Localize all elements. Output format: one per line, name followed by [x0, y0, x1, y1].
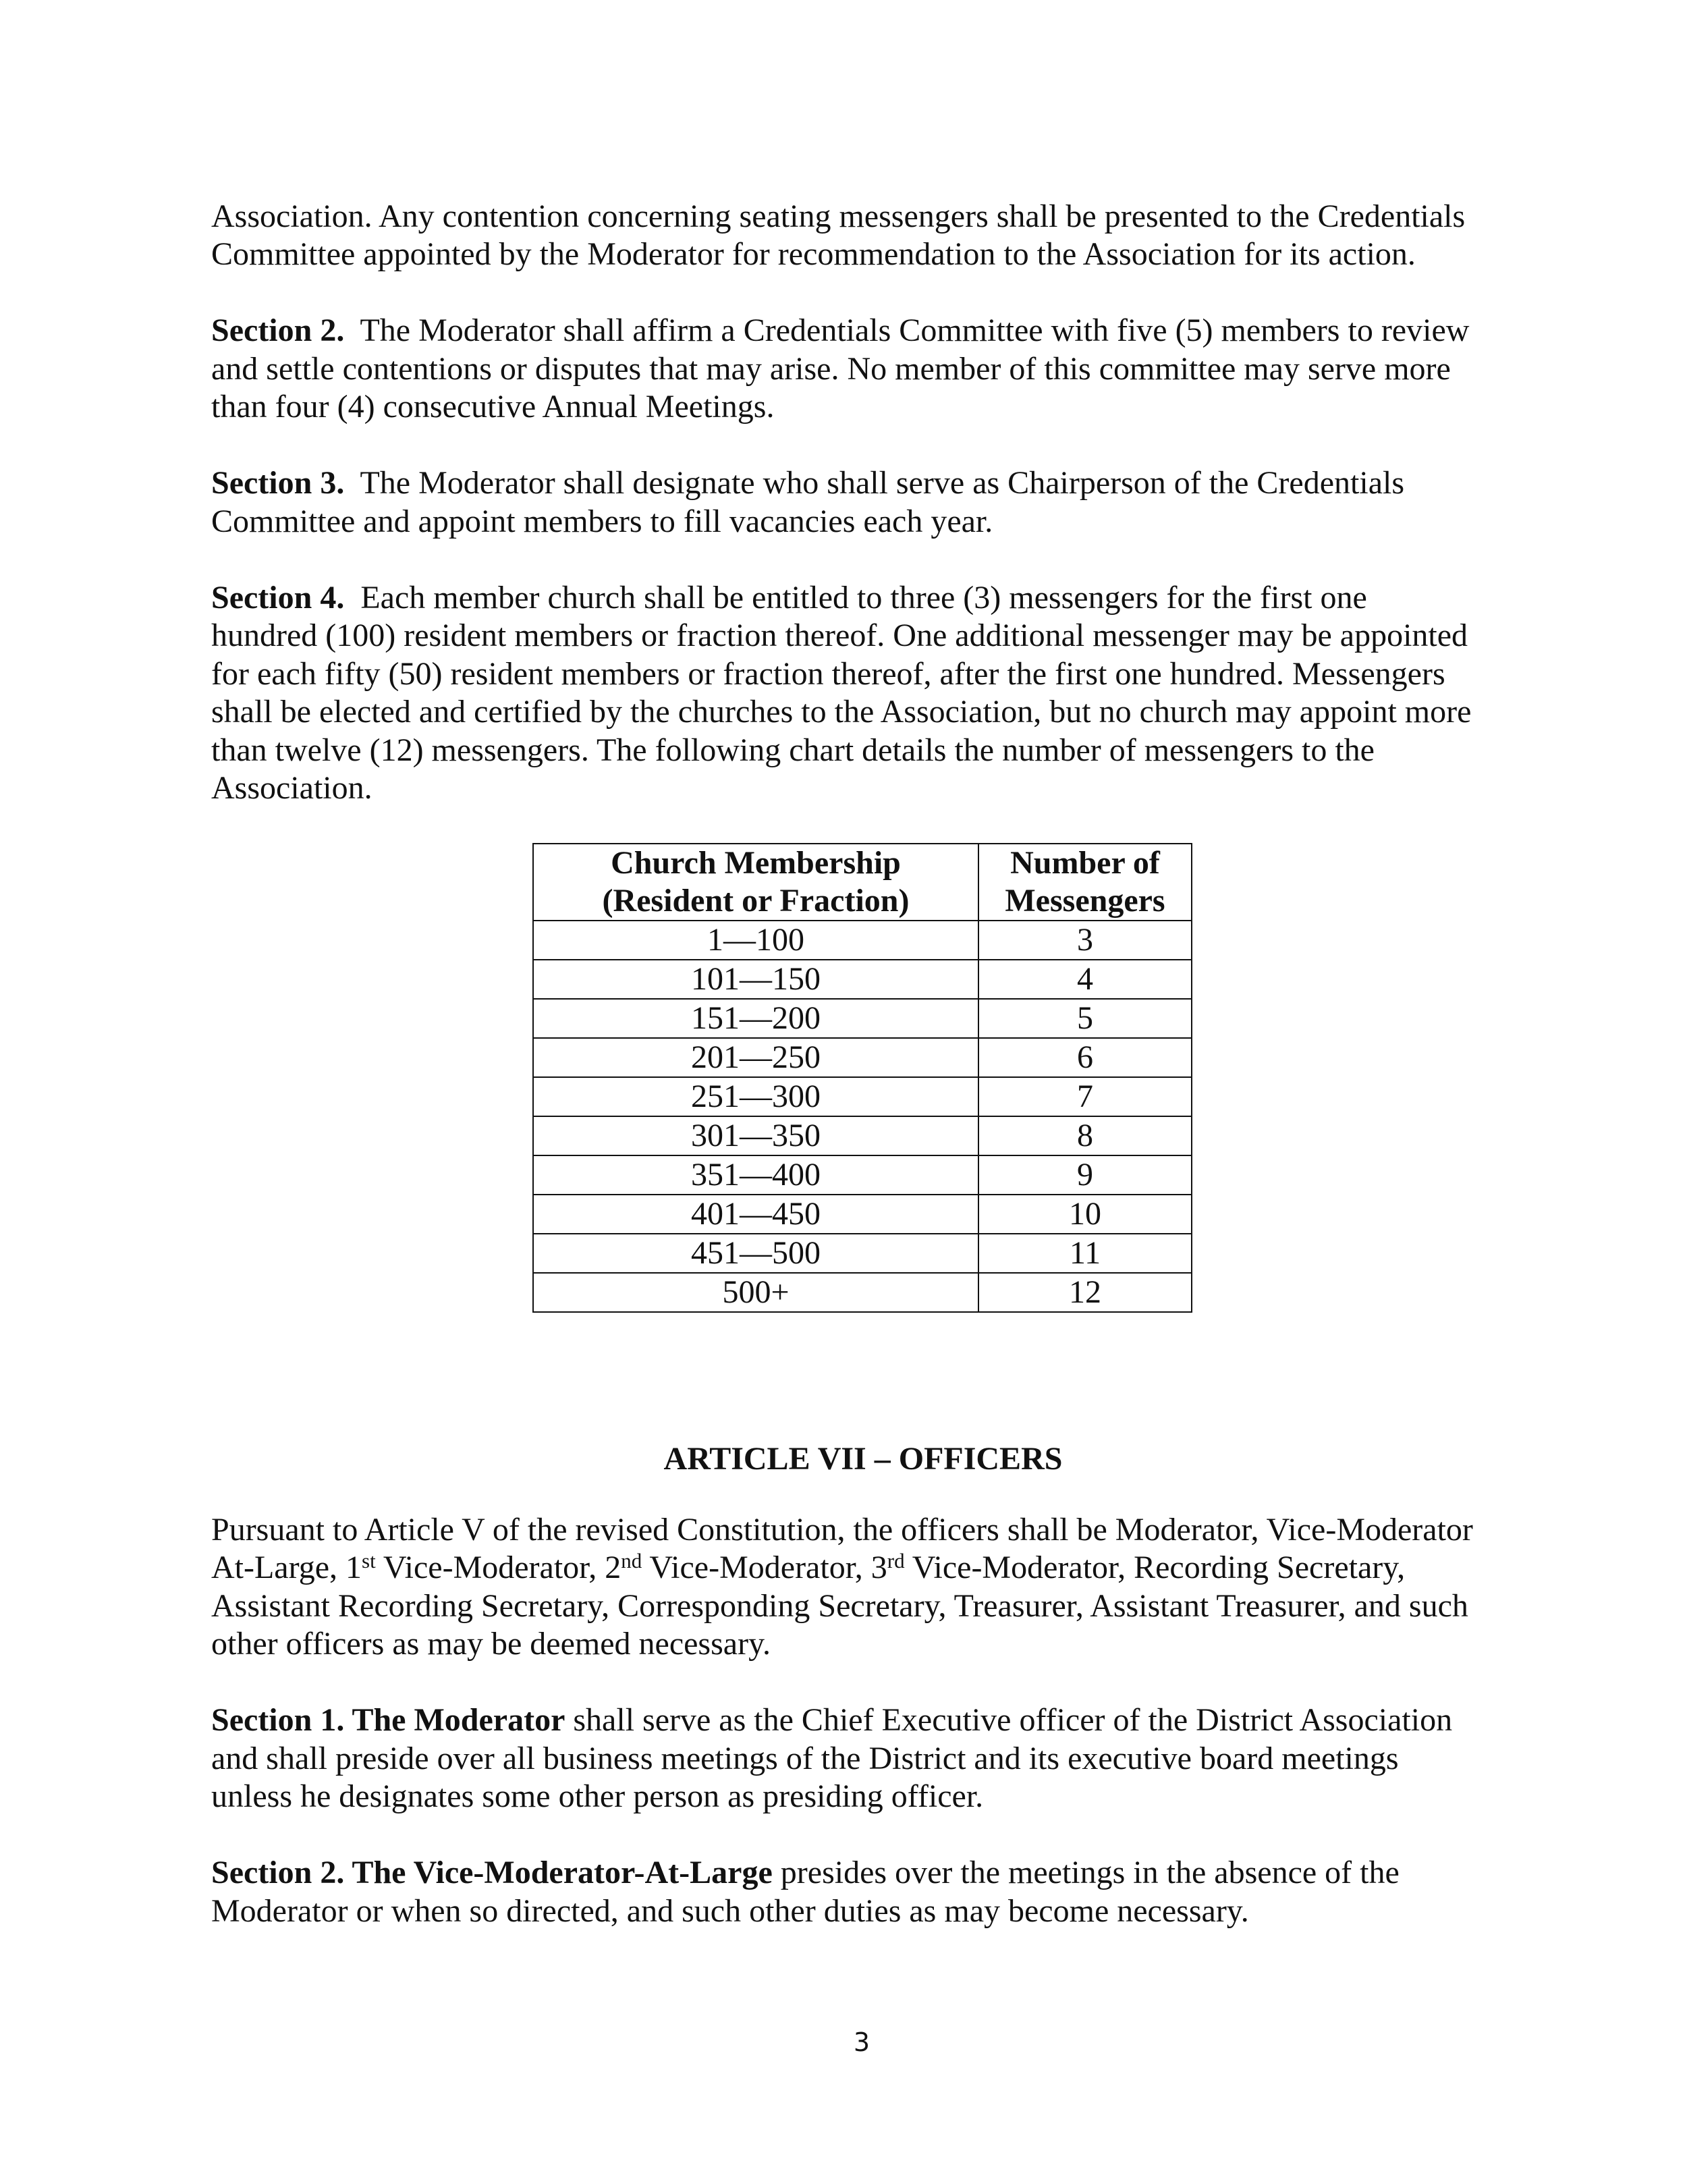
text-line: [211, 1854, 1520, 1892]
text-segment: shall be elected and certified by the churches to the Association, but no church may appoint more: [211, 694, 1472, 730]
text-segment: Committee and appoint members to fill vacancies each year.: [211, 503, 993, 539]
messenger-count-cell: 8: [978, 1116, 1192, 1155]
text-line: [211, 1587, 1520, 1626]
messenger-count-cell: 3: [978, 921, 1192, 960]
text-line: [211, 350, 1520, 389]
text-line: [211, 1701, 1520, 1740]
header-number-of-messengers: [978, 844, 1192, 921]
text-segment: for each fifty (50) resident members or fraction thereof, after the first one hundred. Messengers: [211, 655, 1445, 692]
text-line: [211, 1511, 1520, 1550]
text-segment: Vice-Moderator, 2: [375, 1550, 621, 1585]
text-line: [211, 198, 1520, 236]
table-header-row: [533, 844, 1192, 921]
messenger-count-cell: 6: [978, 1038, 1192, 1077]
table-row: [533, 960, 1192, 999]
text-segment: than four (4) consecutive Annual Meetings.: [211, 389, 775, 425]
text-line: [211, 464, 1520, 503]
text-segment: The Moderator shall designate who shall serve as Chairperson of the Credentials: [344, 465, 1405, 501]
text-segment: Vice-Moderator, 3: [642, 1550, 887, 1585]
messenger-allocation-table: [532, 843, 1192, 1313]
membership-range-cell: 351—400: [533, 1155, 978, 1195]
text-line: [211, 1740, 1520, 1778]
membership-range-cell: 401—450: [533, 1195, 978, 1234]
text-segment: Pursuant to Article V of the revised Constitution, the officers shall be Moderator, Vice-Moderator: [211, 1511, 1473, 1548]
text-line: [211, 312, 1520, 350]
messenger-count-cell: 9: [978, 1155, 1192, 1195]
header-line: (Resident or Fraction): [602, 883, 910, 919]
section-label: Section 4.: [211, 579, 345, 616]
membership-range-cell: 101—150: [533, 960, 978, 999]
text-segment: Assistant Recording Secretary, Corresponding Secretary, Treasurer, Assistant Treasurer, and such: [211, 1587, 1468, 1624]
text-segment: Association.: [211, 770, 372, 806]
messenger-count-cell: 11: [978, 1234, 1192, 1273]
header-church-membership: [533, 844, 978, 921]
text-segment: Committee appointed by the Moderator for recommendation to the Association for its action.: [211, 236, 1416, 272]
section-label: Section 2.: [211, 312, 345, 348]
paragraph-spacer: [211, 274, 1520, 312]
text-segment: Moderator or when so directed, and such other duties as may become necessary.: [211, 1892, 1249, 1929]
text-line: [211, 503, 1520, 541]
text-segment: The Moderator shall affirm a Credentials Committee with five (5) members to review: [344, 312, 1470, 348]
paragraph-spacer: [211, 541, 1520, 579]
header-line: Messengers: [1005, 883, 1165, 919]
text-segment: than twelve (12) messengers. The following chart details the number of messengers to the: [211, 732, 1375, 768]
page-number: 3: [853, 2027, 870, 2057]
table-row: [533, 1116, 1192, 1155]
table-row: [533, 1273, 1192, 1312]
text-segment: Each member church shall be entitled to three (3) messengers for the first one: [344, 579, 1367, 616]
officers-sections: [211, 1511, 1520, 1931]
article-heading: ARTICLE VII – OFFICERS: [663, 1440, 1063, 1477]
text-line: [211, 617, 1520, 655]
messenger-count-cell: 7: [978, 1077, 1192, 1116]
membership-range-cell: 151—200: [533, 999, 978, 1038]
text-segment: Association. Any contention concerning seating messengers shall be presented to the Credentials: [211, 198, 1466, 234]
membership-range-cell: 451—500: [533, 1234, 978, 1273]
messenger-count-cell: 5: [978, 999, 1192, 1038]
text-line: [211, 769, 1520, 808]
text-line: [211, 388, 1520, 427]
messenger-count-cell: 12: [978, 1273, 1192, 1312]
header-line: Number of: [1010, 845, 1160, 881]
section-label: Section 1. The Moderator: [211, 1702, 565, 1738]
text-segment: and shall preside over all business meetings of the District and its executive board meetings: [211, 1740, 1399, 1776]
membership-range-cell: 1—100: [533, 921, 978, 960]
text-line: [211, 236, 1520, 274]
ordinal-suffix: rd: [887, 1549, 905, 1573]
membership-range-cell: 201—250: [533, 1038, 978, 1077]
text-segment: shall serve as the Chief Executive officer of the District Association: [565, 1702, 1453, 1738]
table-row: [533, 1155, 1192, 1195]
messenger-count-cell: 10: [978, 1195, 1192, 1234]
credentials-sections: [211, 198, 1520, 808]
text-segment: other officers as may be deemed necessary.: [211, 1626, 771, 1662]
text-line: [211, 1892, 1520, 1931]
text-segment: Vice-Moderator, Recording Secretary,: [904, 1550, 1406, 1585]
table-row: [533, 1038, 1192, 1077]
membership-range-cell: 500+: [533, 1273, 978, 1312]
text-line: [211, 579, 1520, 618]
text-segment: unless he designates some other person as presiding officer.: [211, 1778, 984, 1814]
membership-range-cell: 301—350: [533, 1116, 978, 1155]
text-line: [211, 693, 1520, 732]
text-line: [211, 1625, 1520, 1664]
table-row: [533, 999, 1192, 1038]
table-row: [533, 921, 1192, 960]
table-body: [533, 921, 1192, 1312]
paragraph-spacer: [211, 1816, 1520, 1855]
membership-range-cell: 251—300: [533, 1077, 978, 1116]
paragraph-spacer: [211, 427, 1520, 465]
text-line: [211, 655, 1520, 694]
text-segment: At-Large, 1: [211, 1550, 362, 1585]
table-row: [533, 1195, 1192, 1234]
text-line: [211, 1778, 1520, 1816]
section-label: Section 2. The Vice-Moderator-At-Large: [211, 1855, 773, 1890]
table-row: [533, 1234, 1192, 1273]
text-segment: presides over the meetings in the absence of the: [772, 1855, 1400, 1890]
text-segment: and settle contentions or disputes that may arise. No member of this committee may serve more: [211, 350, 1451, 387]
section-label: Section 3.: [211, 465, 345, 501]
paragraph-spacer: [211, 1664, 1520, 1702]
table-row: [533, 1077, 1192, 1116]
text-segment: hundred (100) resident members or fraction thereof. One additional messenger may be appointed: [211, 618, 1468, 653]
text-line: [211, 732, 1520, 770]
ordinal-suffix: nd: [621, 1549, 642, 1573]
header-line: Church Membership: [611, 845, 901, 881]
text-line: [211, 1549, 1520, 1587]
ordinal-suffix: st: [362, 1549, 376, 1573]
messenger-count-cell: 4: [978, 960, 1192, 999]
